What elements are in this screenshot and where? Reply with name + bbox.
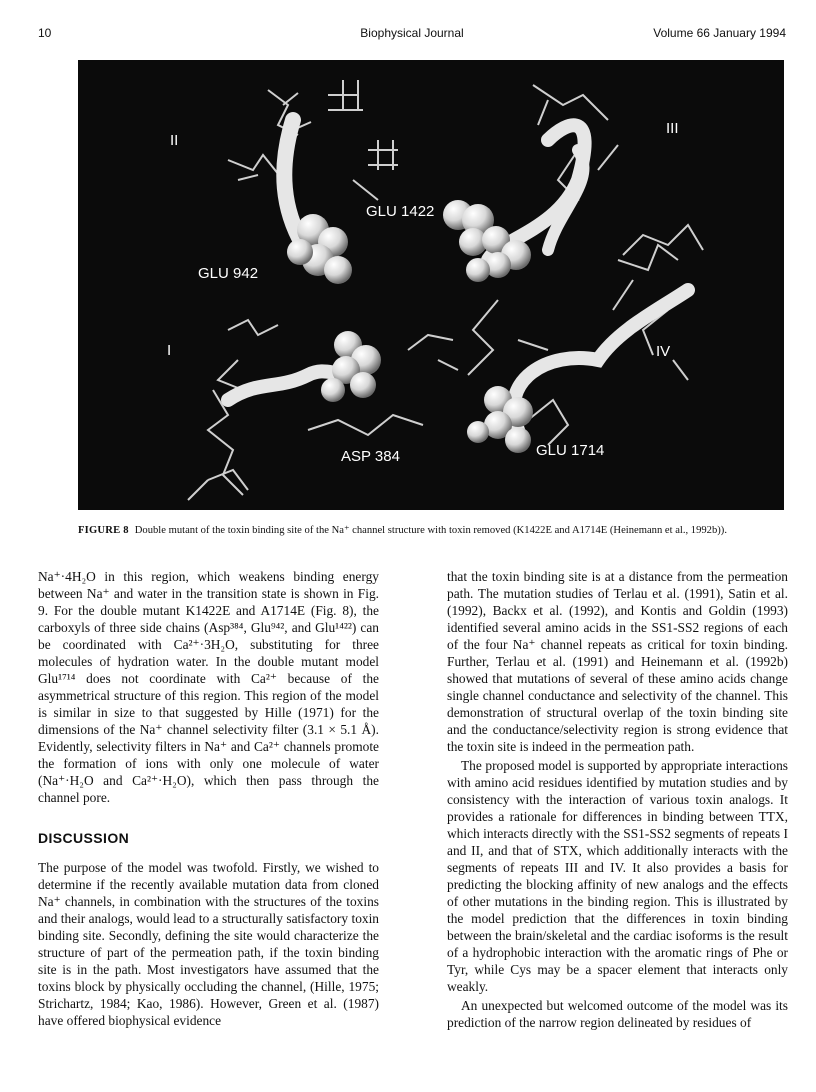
label-repeat-iii: III <box>666 120 679 137</box>
left-paragraph-1: Na⁺·4H₂O in this region, which weakens binding energy between Na⁺ and water in the transition state is shown in Fig. 9. For the double mutant K1422E and A1714E (Fig. 8), the carboxyls of three side chains (Asp³⁸⁴, Glu⁹⁴², and Glu¹⁴²²) can be coordinated with Ca²⁺·3H₂O, substituting for three molecules of hydration water. In the double mutant model Glu¹⁷¹⁴ does not coordinate with Ca²⁺ because of the asymmetrical structure of this region. This region of the model is similar in size to that suggested by Hille (1971) for the dimensions of the Na⁺ channel selectivity filter (3.1 × 5.1 Å). Evidently, selectivity filters in Na⁺ and Ca²⁺ channels promote the formation of ions with only one molecule of water (Na⁺·H₂O and Ca²⁺·H₂O), which then pass through the channel pore. <box>38 569 379 805</box>
left-paragraph-2: The purpose of the model was twofold. Firstly, we wished to determine if the recently available mutation data from cloned Na⁺ channels, in combination with the structures of the toxins and their analogs, would lead to a structurally satisfactory toxin binding site. Secondly, defining the site would characterize the structure of part of the permeation path, if the toxin binding site is in the path. Most investigators have assumed that the toxins block by physically occluding the channel, (Hille, 1975; Strichartz, 1984; Kao, 1986). However, Green et al. (1987) have offered biophysical evidence <box>38 860 379 1028</box>
volume-date: Volume 66 January 1994 <box>653 26 786 40</box>
figure-caption <box>78 524 788 537</box>
running-header <box>38 26 786 44</box>
section-heading-discussion: DISCUSSION <box>38 830 130 846</box>
right-paragraph-3: An unexpected but welcomed outcome of the model was its prediction of the narrow region delineated by residues of <box>447 998 788 1030</box>
right-paragraph-1: that the toxin binding site is at a distance from the permeation path. The mutation studies of Terlau et al. (1991), Satin et al. (1992), Backx et al. (1992), and Kontis and Goldin (1993) identified several amino acids in the SS1-SS2 regions of each of the four Na⁺ channel repeats as critical for toxin binding. Further, Terlau et al. (1991) and Heinemann et al. (1992b) showed that mutations of several of these amino acids change single channel conductance and selectivity of the channel. This demonstration of structural overlap of the toxin binding site and the conductance/selectivity region is strong evidence that the toxin site is indeed in the permeation path. <box>447 569 788 754</box>
left-column <box>38 568 379 1029</box>
label-repeat-iv: IV <box>656 343 671 360</box>
label-glu942: GLU 942 <box>198 265 259 282</box>
right-column <box>447 568 788 1031</box>
figure-8-molecular-model <box>78 60 784 510</box>
journal-name: Biophysical Journal <box>360 26 464 40</box>
label-glu1714: GLU 1714 <box>536 442 605 459</box>
molecular-structure-image <box>78 60 784 510</box>
label-glu1422: GLU 1422 <box>366 203 435 220</box>
right-paragraph-2: The proposed model is supported by appropriate interactions with amino acid residues identified by mutation studies and by consistency with the interaction of various toxin analogs. It provides a rationale for differences in binding between TTX, which interacts directly with the SS1-SS2 segments of repeats I and II, and that of STX, which additionally interacts with the segments of repeats III and IV. It also provides a basis for predicting the blocking affinity of new analogs and the effects of other mutations in the binding region. This is illustrated by the model prediction that the differences in toxin binding between the brain/skeletal and the cardiac isoforms is the result of a hydrophobic interaction with the aromatic rings of Phe or Tyr, while Cys may be a spacer element that interacts only weakly. <box>447 758 788 994</box>
caption-text: Double mutant of the toxin binding site of the Na⁺ channel structure with toxin removed (K1422E and A1714E (Heinemann et al., 1992b)). <box>134 525 727 536</box>
label-repeat-ii: II <box>170 132 179 149</box>
label-asp384: ASP 384 <box>341 448 400 465</box>
page-number: 10 <box>38 26 52 40</box>
label-repeat-i: I <box>167 342 172 359</box>
caption-label: FIGURE 8 <box>78 525 129 536</box>
